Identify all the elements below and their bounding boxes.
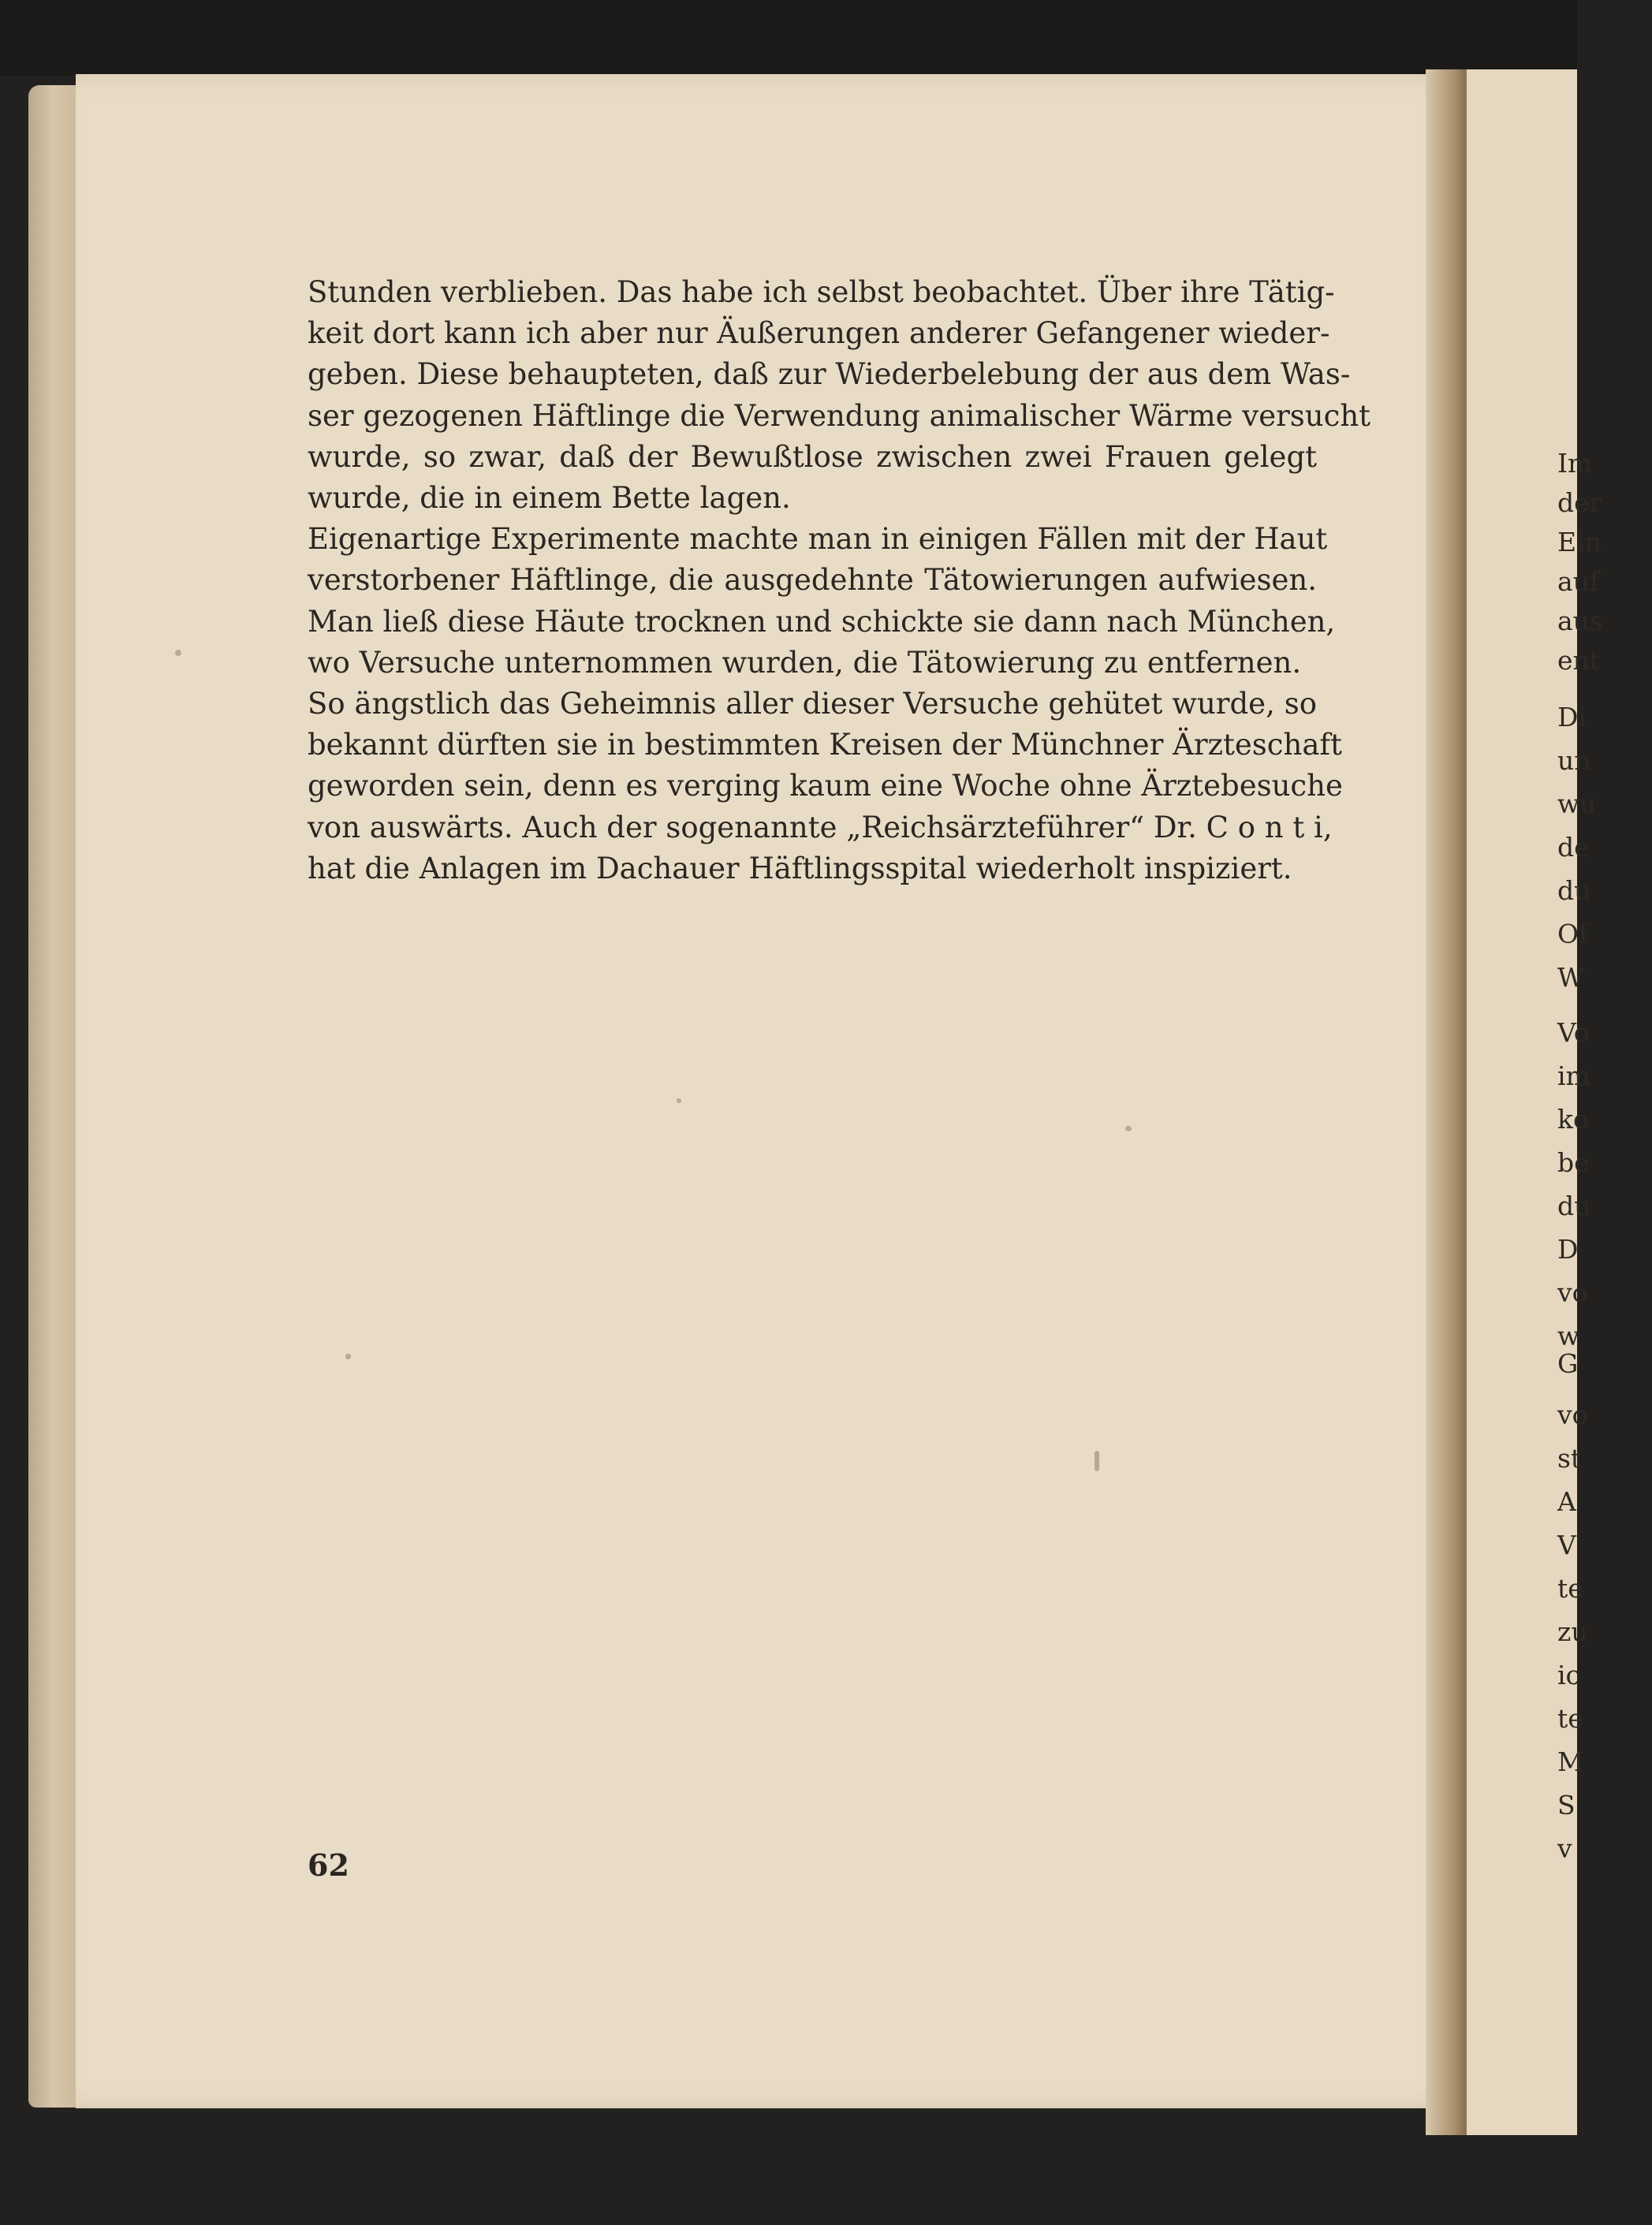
text-line: Stunden verblieben. Das habe ich selbst beobachtet. Über ihre Tätig- — [308, 275, 1335, 309]
right-page-fragment: du — [1557, 875, 1591, 906]
right-page-fragment: un — [1557, 745, 1591, 776]
right-page-fragment: Di — [1557, 702, 1587, 732]
text-line: bekannt dürften sie in bestimmten Kreisen der Münchner Ärzteschaft — [308, 728, 1342, 762]
right-page-fragment: vo — [1557, 1399, 1588, 1430]
right-page-fragment: te — [1557, 1703, 1583, 1734]
right-page-fragment: D — [1557, 1234, 1579, 1265]
right-page-fragment: im — [1557, 1060, 1590, 1091]
right-page-fragment: de — [1557, 832, 1590, 863]
right-page-fragment: Vo — [1557, 1017, 1590, 1048]
right-page-fragment: w — [1557, 1321, 1580, 1351]
right-page-fragment: aus — [1557, 606, 1603, 636]
right-page-fragment: ent — [1557, 645, 1601, 676]
text-line: ser gezogenen Häftlinge die Verwendung animalischer Wärme versucht — [308, 398, 1371, 433]
right-page-fragment: be — [1557, 1147, 1590, 1178]
right-page-fragment: zu — [1557, 1616, 1588, 1647]
right-page-fragment: wu — [1557, 788, 1597, 819]
right-page-fragment: te — [1557, 1573, 1583, 1604]
paper-speck — [1125, 1126, 1132, 1131]
text-line: Man ließ diese Häute trocknen und schickte sie dann nach München, — [308, 604, 1336, 639]
paper-speck — [677, 1098, 681, 1103]
text-line: hat die Anlagen im Dachauer Häftlingsspital wiederholt inspiziert. — [308, 851, 1292, 885]
right-page-fragment: S — [1557, 1790, 1576, 1821]
text-line: wurde, die in einem Bette lagen. — [308, 481, 791, 516]
right-page — [1467, 69, 1577, 2135]
right-page-fragment: ko — [1557, 1104, 1589, 1135]
right-page-fragment: ic — [1557, 1660, 1581, 1690]
text-line: verstorbener Häftlinge, die ausgedehnte Tätowierungen aufwiesen. — [308, 563, 1317, 598]
right-page-fragment: W — [1557, 962, 1584, 993]
body-text — [308, 272, 1371, 889]
page-number: 62 — [308, 1847, 349, 1883]
right-page-fragment: du — [1557, 1191, 1591, 1221]
right-page-fragment: G — [1557, 1348, 1579, 1379]
right-page-fragment: Ein — [1557, 527, 1602, 557]
text-line: wurde, so zwar, daß der Bewußtlose zwischen zwei Frauen gelegt — [308, 439, 1317, 474]
right-page-fragment: v — [1557, 1833, 1572, 1864]
text-line: von auswärts. Auch der sogenannte „Reichsärzteführer“ Dr. C o n t i, — [308, 810, 1333, 844]
paper-speck — [1094, 1451, 1099, 1471]
right-page-fragment: Of — [1557, 919, 1589, 949]
text-line: geworden sein, denn es verging kaum eine Woche ohne Ärztebesuche — [308, 769, 1343, 803]
right-page-fragment: Im — [1557, 448, 1593, 479]
right-page-fragment: vo — [1557, 1277, 1588, 1308]
right-page-fragment: V — [1557, 1530, 1576, 1560]
right-page-fragment: auf — [1557, 566, 1600, 597]
text-line: wo Versuche unternommen wurden, die Tätowierung zu entfernen. — [308, 645, 1302, 680]
text-line: geben. Diese behaupteten, daß zur Wiederbelebung der aus dem Was- — [308, 357, 1351, 392]
right-page-fragment: M — [1557, 1746, 1584, 1777]
right-page-fragment: der — [1557, 487, 1602, 518]
background-top — [0, 0, 1577, 76]
right-page-fragment: st — [1557, 1443, 1582, 1474]
paper-speck — [345, 1354, 351, 1359]
right-page-fragment: A — [1557, 1486, 1576, 1517]
text-line: keit dort kann ich aber nur Äußerungen anderer Gefangener wieder- — [308, 316, 1330, 351]
text-line: Eigenartige Experimente machte man in einigen Fällen mit der Haut — [308, 522, 1328, 557]
paper-speck — [175, 650, 181, 656]
text-line: So ängstlich das Geheimnis aller dieser Versuche gehütet wurde, so — [308, 687, 1317, 721]
